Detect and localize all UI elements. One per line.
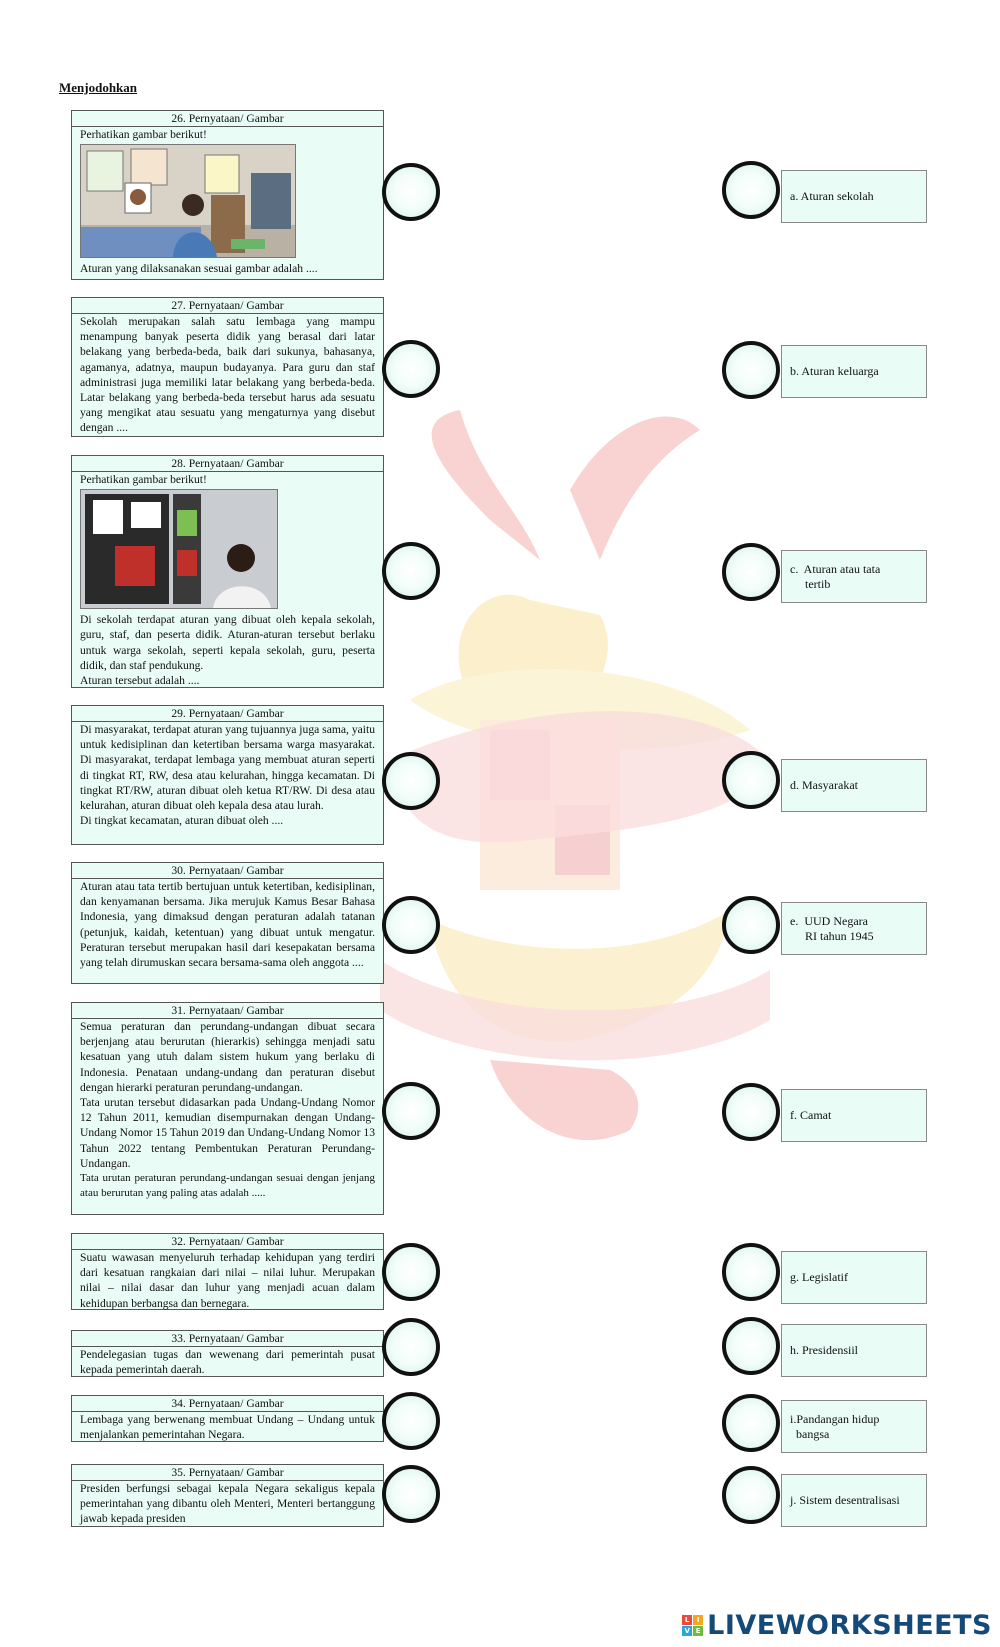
bulletin-board-illustration [80, 489, 278, 609]
logo-cube-icon [682, 1615, 703, 1636]
question-text: Di tingkat kecamatan, aturan dibuat oleh .... [80, 814, 284, 828]
question-text: Di sekolah terdapat aturan yang dibuat oleh kepala sekolah, guru, staf, dan peserta didik. Aturan-aturan tersebut berlaku untuk warga sekolah, seperti kepala sekolah, guru, peserta didik, dan staf pendukung. [80, 613, 375, 672]
answer-label: d. Masyarakat [790, 778, 858, 792]
answer-label: b. Aturan keluarga [790, 364, 879, 378]
logo-cube-letter: L [682, 1615, 692, 1625]
question-box-35 [71, 1464, 384, 1527]
question-text: Suatu wawasan menyeluruh terhadap kehidupan yang terdiri dari kesatuan rangkaian dari nilai – nilai luhur. Merupakan nilai – nilai dasar dan luhur yang menjadi acuan dalam kehidupan berbangsa dan bernegara. [80, 1251, 375, 1310]
answer-label: a. Aturan sekolah [790, 189, 874, 203]
match-circle-29[interactable] [382, 752, 440, 810]
question-box-29 [71, 705, 384, 845]
section-title: Menjodohkan [59, 80, 138, 95]
answer-label-cont: bangsa [790, 1426, 830, 1441]
match-circle-b[interactable] [722, 341, 780, 399]
question-text: Aturan atau tata tertib bertujuan untuk ketertiban, kedisiplinan, dan kenyamanan bersama. Jika merujuk Kamus Besar Bahasa Indonesia, yang dimaksud dengan peraturan adalah tatanan (petunjuk, kaidah, ketentuan) yang dibuat untuk mengatur. Peraturan tersebut merupakan hasil dari kesepakatan bersama yang telah dirumuskan secara bersama-sama oleh anggota .... [80, 880, 375, 970]
answer-label: h. Presidensiil [790, 1343, 858, 1357]
answer-label: c. Aturan atau tata [790, 561, 881, 576]
answer-box-g [781, 1251, 927, 1304]
match-circle-31[interactable] [382, 1082, 440, 1140]
answer-label-cont: tertib [790, 576, 831, 591]
question-text: Sekolah merupakan salah satu lembaga yang mampu menampung banyak peserta didik yang berasal dari latar belakang yang berbeda-beda, baik dari sukunya, bahasanya, agamanya, adatnya, maupun budayanya. Para guru dan staf administrasi juga memiliki latar belakang yang berbeda-beda. Latar belakang yang berbeda-beda tersebut harus ada sesuatu yang mengikat atau sesuatu yang mengaturnya yang disebut dengan .... [80, 315, 375, 435]
match-circle-a[interactable] [722, 161, 780, 219]
question-header: 26. Pernyataan/ Gambar [72, 111, 383, 127]
match-circle-h[interactable] [722, 1317, 780, 1375]
answer-box-a [781, 170, 927, 223]
question-text: Aturan tersebut adalah .... [80, 674, 200, 688]
question-text: Perhatikan gambar berikut! [80, 128, 207, 141]
question-header: 33. Pernyataan/ Gambar [72, 1331, 383, 1347]
question-box-33 [71, 1330, 384, 1377]
question-text: Perhatikan gambar berikut! [80, 473, 207, 486]
question-text: Pendelegasian tugas dan wewenang dari pemerintah pusat kepada pemerintah daerah. [80, 1348, 375, 1377]
match-circle-35[interactable] [382, 1465, 440, 1523]
question-text: Lembaga yang berwenang membuat Undang – Undang untuk menjalankan pemerintahan Negara. [80, 1413, 375, 1442]
match-circle-28[interactable] [382, 542, 440, 600]
liveworksheets-logo [682, 1607, 992, 1643]
classroom-illustration [80, 144, 296, 258]
question-header: 35. Pernyataan/ Gambar [72, 1465, 383, 1481]
question-box-26 [71, 110, 384, 280]
question-text: Di masyarakat, terdapat aturan yang tujuannya juga sama, yaitu untuk kedisiplinan dan ketertiban bersama warga masyarakat. Di masyarakat, terdapat lembaga yang membuat aturan seperti di tingkat RT, RW, desa atau kelurahan, hingga kecamatan. Di tingkat RT/RW, aturan dibuat oleh ketua RT/RW. Di desa atau kelurahan, aturan dibuat oleh kepala desa atau lurah. [80, 723, 375, 813]
question-box-34 [71, 1395, 384, 1442]
question-header: 28. Pernyataan/ Gambar [72, 456, 383, 472]
question-header: 29. Pernyataan/ Gambar [72, 706, 383, 722]
brand-name: LIVEWORKSHEETS [707, 1609, 992, 1641]
answer-box-h [781, 1324, 927, 1377]
match-circle-34[interactable] [382, 1392, 440, 1450]
answer-label: i.Pandangan hidup [790, 1411, 880, 1426]
question-header: 32. Pernyataan/ Gambar [72, 1234, 383, 1250]
question-box-31 [71, 1002, 384, 1215]
match-circle-30[interactable] [382, 896, 440, 954]
question-box-28 [71, 455, 384, 688]
question-box-32 [71, 1233, 384, 1310]
match-circle-c[interactable] [722, 543, 780, 601]
answer-box-f [781, 1089, 927, 1142]
question-text: Tata urutan tersebut didasarkan pada Undang-Undang Nomor 12 Tahun 2011, kemudian disempurnakan dengan Undang-Undang Nomor 15 Tahun 2019 dan Undang-Undang Nomor 13 Tahun 2022 tentang Pembentukan Peraturan Perundang-Undangan. [80, 1096, 375, 1170]
question-text: Semua peraturan dan perundang-undangan dibuat secara berjenjang atau berurutan (hierarkis) sehingga menjadi satu kesatuan yang utuh dalam sistem hukum yang berlaku di Indonesia. Penataan undang-undang dan peraturan disebut dengan hierarki peraturan perundang-undangan. [80, 1020, 375, 1094]
question-text: Presiden berfungsi sebagai kepala Negara sekaligus kepala pemerintahan yang dibantu oleh Menteri, Menteri bertanggung jawab kepada presiden [80, 1482, 375, 1526]
answer-box-b [781, 345, 927, 398]
match-circle-g[interactable] [722, 1243, 780, 1301]
match-circle-26[interactable] [382, 163, 440, 221]
question-header: 30. Pernyataan/ Gambar [72, 863, 383, 879]
match-circle-32[interactable] [382, 1243, 440, 1301]
question-text: Tata urutan peraturan perundang-undangan sesuai dengan jenjang atau berurutan yang paling atas adalah ..... [80, 1172, 375, 1200]
question-box-30 [71, 862, 384, 984]
logo-cube-letter: V [682, 1626, 692, 1636]
match-circle-i[interactable] [722, 1394, 780, 1452]
answer-label: g. Legislatif [790, 1270, 848, 1284]
answer-label: f. Camat [790, 1108, 832, 1122]
answer-label-cont: RI tahun 1945 [790, 928, 874, 943]
match-circle-f[interactable] [722, 1083, 780, 1141]
answer-box-e [781, 902, 927, 955]
question-header: 34. Pernyataan/ Gambar [72, 1396, 383, 1412]
match-circle-33[interactable] [382, 1318, 440, 1376]
answer-label: e. UUD Negara [790, 913, 868, 928]
answer-box-d [781, 759, 927, 812]
logo-cube-letter: E [693, 1626, 703, 1636]
match-circle-d[interactable] [722, 751, 780, 809]
question-header: 27. Pernyataan/ Gambar [72, 298, 383, 314]
question-header: 31. Pernyataan/ Gambar [72, 1003, 383, 1019]
match-circle-27[interactable] [382, 340, 440, 398]
logo-cube-letter: I [693, 1615, 703, 1625]
answer-box-j [781, 1474, 927, 1527]
question-box-27 [71, 297, 384, 437]
answer-label: j. Sistem desentralisasi [790, 1493, 900, 1507]
answer-box-c [781, 550, 927, 603]
match-circle-j[interactable] [722, 1466, 780, 1524]
match-circle-e[interactable] [722, 896, 780, 954]
question-text: Aturan yang dilaksanakan sesuai gambar adalah .... [80, 262, 318, 276]
answer-box-i [781, 1400, 927, 1453]
